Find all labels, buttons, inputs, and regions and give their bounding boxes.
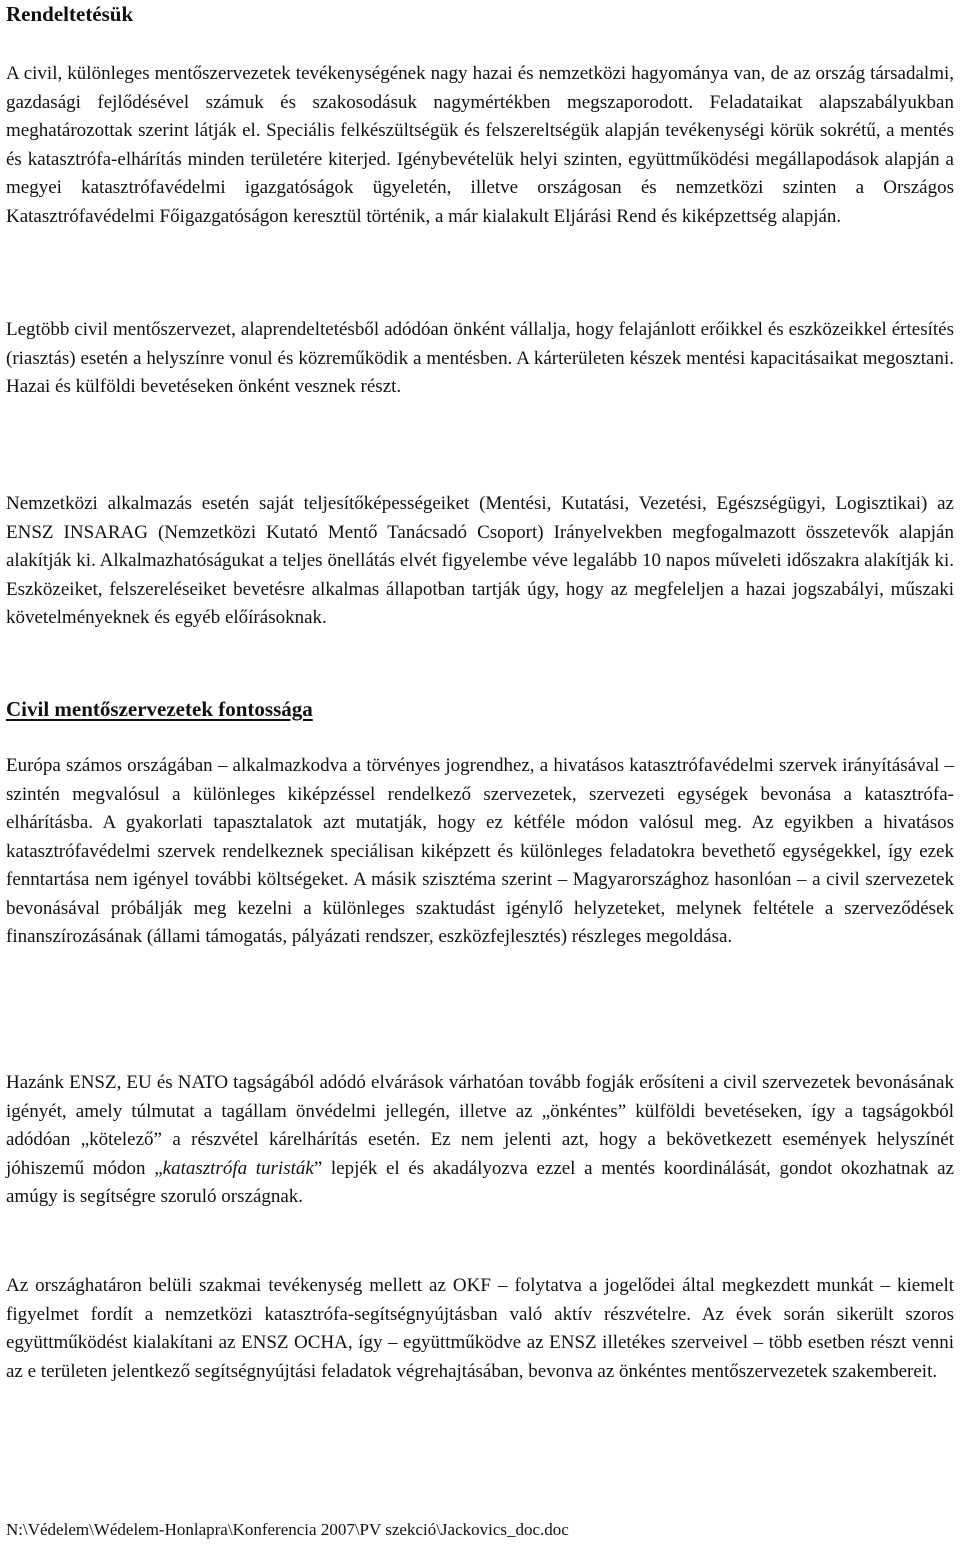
section-title-fontossaga: Civil mentőszervezetek fontossága — [6, 697, 313, 721]
paragraph-5-text-end: ” lepjék el és akadályozva ezzel a mentés koordinálását, gondot okozhatnak az amúgy is segítségre szoruló országnak. — [6, 1157, 955, 1207]
paragraph-6: Az országhatáron belüli szakmai tevékenység mellett az OKF – folytatva a jogelődei által megkezdett munkát – kiemelt figyelmet fordít a nemzetközi katasztrófa-segítségnyújtásban való aktív részvételre. Az évek során sikerült szoros együttműködést kialakítani az ENSZ OCHA, így – együttműködve az ENSZ illetékes szerveivel – több esetben részt venni az e területen jelentkező segítségnyújtási feladatok végrehajtásában, bevonva az önkéntes mentőszervezetek szakembereit. — [6, 1275, 954, 1382]
paragraph-1: A civil, különleges mentőszervezetek tevékenységének nagy hazai és nemzetközi hagyománya van, de az ország társadalmi, gazdasági fejlődésével számuk és szakosodásuk nagymértékben megszaporodott. Feladataikat alapszabályukban meghatározottak szerint látják el. Speciális felkészültségük és felszereltségük alapján tevékenységi körük sokrétű, a mentés és katasztrófa-elhárítás minden területére kiterjed. Igénybevételük helyi szinten, együttműködési megállapodások alapján a megyei katasztrófavédelmi igazgatóságok ügyeletén, illetve országosan és nemzetközi szinten a Országos Katasztrófavédelmi Főigazgatóságon keresztül történik, a már kialakult Eljárási Rend és kiképzettség alapján. — [6, 63, 954, 227]
paragraph-5-text-start: Hazánk ENSZ, EU és NATO tagságából adódó elvárások várhatóan tovább fogják erősíteni a civil szervezetek bevonásának igényét, amely túlmutat a tagállam önvédelmi jellegén, illetve az „önkéntes” külföldi bevetéseken, így a tagságokból adódóan „kötelező” a részvétel kárelhárítás esetén. Ez nem jelenti azt, hogy a bekövetkezett események helyszínét jóhiszemű módon „ — [6, 1072, 954, 1179]
paragraph-2: Legtöbb civil mentőszervezet, alaprendeltetésből adódóan önként vállalja, hogy felajánlott erőikkel és eszközeikkel értesítés (riasztás) esetén a helyszínre vonul és közreműködik a mentésben. A kárterületen készek mentési kapacitásaikat megosztani. Hazai és külföldi bevetéseken önként vesznek részt. — [6, 319, 954, 397]
paragraph-3: Nemzetközi alkalmazás esetén saját teljesítőképességeiket (Mentési, Kutatási, Vezetési, Egészségügyi, Logisztikai) az ENSZ INSARAG (Nemzetközi Kutató Mentő Tanácsadó Csoport) Irányelvekben megfogalmazott összetevők alapján alakítják ki. Alkalmazhatóságukat a teljes önellátás elvét figyelembe véve legalább 10 napos műveleti időszakra alakítják ki. Eszközeiket, felszereléseiket bevetésre alkalmas állapotban tartják úgy, hogy az megfeleljen a hazai jogszabályi, műszaki követelményeknek és egyéb előírásoknak. — [6, 493, 954, 628]
section-title-rendeltetesuk: Rendeltetésük — [6, 2, 134, 26]
paragraph-4: Európa számos országában – alkalmazkodva a törvényes jogrendhez, a hivatásos katasztrófavédelmi szervek irányításával – szintén megvalósul a különleges kiképzéssel rendelkező szervezetek, szervezeti egységek bevonása a katasztrófa-elhárításba. A gyakorlati tapasztalatok azt mutatják, hogy ez kétféle módon valósul meg. Az egyikben a hivatásos katasztrófavédelmi szervek rendelkeznek speciálisan kiképzett és különleges feladatokra bevethető egységekkel, így ezek fenntartása nem igényel további költségeket. A másik szisztéma szerint – Magyarországhoz hasonlóan – a civil szervezetek bevonásával próbálják meg kezelni a különleges szaktudást igénylő helyzeteket, melynek feltétele a szerveződések finanszírozásának (állami támogatás, pályázati rendszer, eszközfejlesztés) részleges megoldása. — [6, 755, 954, 947]
paragraph-5-italic-term: katasztrófa turisták — [162, 1157, 314, 1179]
paragraph-5 — [6, 1069, 954, 1212]
footer-file-path: N:\Védelem\Wédelem-Honlapra\Konferencia 2007\PV szekció\Jackovics_doc.doc — [6, 1520, 569, 1539]
